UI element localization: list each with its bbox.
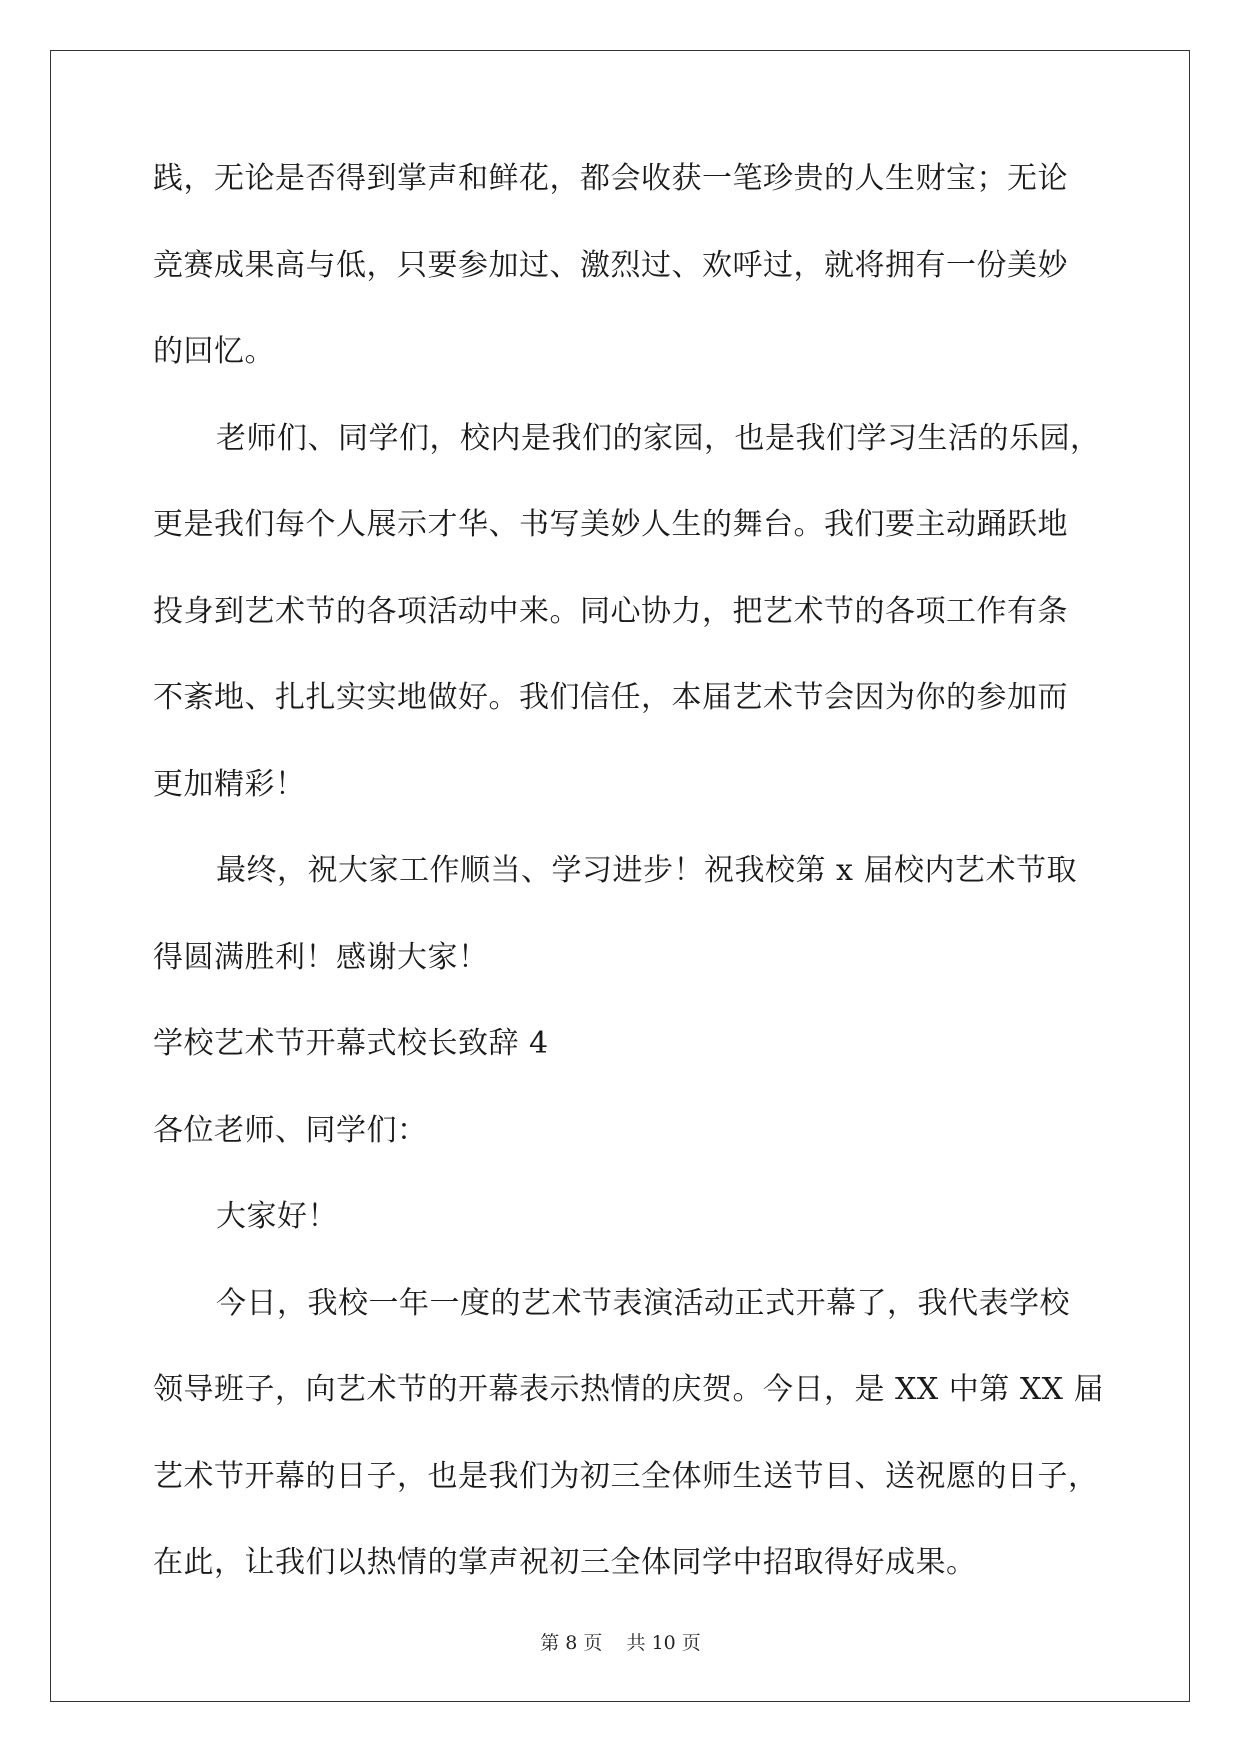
text-line-6: 投身到艺术节的各项活动中来。同心协力，把艺术节的各项工作有条 (153, 593, 1068, 629)
text-line-16: 艺术节开幕的日子，也是我们为初三全体师生送节目、送祝愿的日子， (153, 1458, 1099, 1494)
text-line-7: 不紊地、扎扎实实地做好。我们信任，本届艺术节会因为你的参加而 (153, 680, 1068, 715)
text-line-8: 更加精彩！ (153, 766, 306, 802)
section-heading: 学校艺术节开幕式校长致辞 4 (153, 1026, 549, 1061)
text-line-4: 老师们、同学们，校内是我们的家园，也是我们学习生活的乐园， (216, 420, 1101, 456)
text-line-5: 更是我们每个人展示才华、书写美妙人生的舞台。我们要主动踊跃地 (153, 507, 1068, 542)
page-number: 第 8 页 共 10 页 (540, 1632, 701, 1654)
text-line-2: 竞赛成果高与低，只要参加过、激烈过、欢呼过，就将拥有一份美妙 (153, 247, 1068, 283)
document-body (153, 161, 1105, 1633)
text-line-17: 在此，让我们以热情的掌声祝初三全体同学中招取得好成果。 (153, 1545, 977, 1580)
text-line-14: 今日，我校一年一度的艺术节表演活动正式开幕了，我代表学校 (216, 1285, 1070, 1321)
text-line-10: 得圆满胜利！感谢大家！ (153, 939, 489, 975)
text-line-9: 最终，祝大家工作顺当、学习进步！祝我校第 x 届校内艺术节取 (216, 853, 1077, 888)
text-line-15: 领导班子，向艺术节的开幕表示热情的庆贺。今日，是 XX 中第 XX 届 (153, 1372, 1105, 1407)
text-line-3: 的回忆。 (153, 334, 275, 369)
salutation: 各位老师、同学们： (153, 1112, 428, 1148)
greeting: 大家好！ (216, 1199, 338, 1234)
page-footer (0, 1628, 1241, 1655)
text-line-1: 践，无论是否得到掌声和鲜花，都会收获一笔珍贵的人生财宝；无论 (153, 161, 1068, 196)
